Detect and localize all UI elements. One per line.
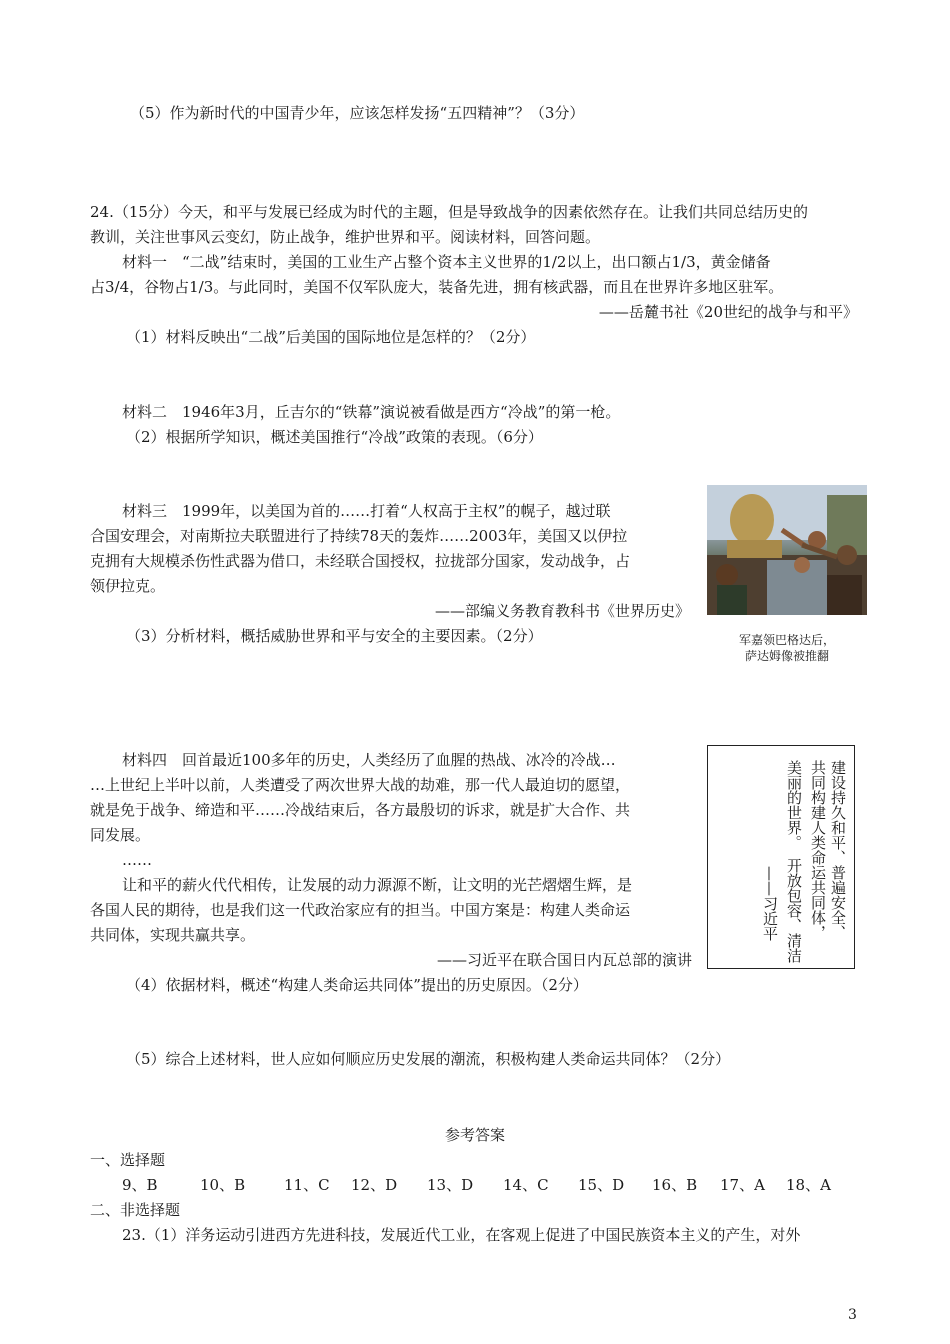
- photo-caption-line2: 萨达姆像被推翻: [744, 649, 829, 663]
- photo-caption-line1: 军嘉领巴格达后，: [738, 633, 835, 647]
- material1-line2: 占3/4，谷物占1/3。与此同时，美国不仅军队庞大，装备先进，拥有核武器，而且在世界许多地区驻军。: [90, 278, 784, 296]
- material4-line1: 材料四 回首最近100多年的历史，人类经历了血腥的热战、冰冷的冷战…: [122, 751, 616, 769]
- choice-answer-18: 18、A: [786, 1176, 831, 1194]
- photo-illustration: [707, 485, 867, 615]
- page-number: 3: [848, 1307, 857, 1323]
- quote-column-3b: 开放包容、清洁: [785, 858, 803, 963]
- quote-column-1: 建设持久和平、普遍安全、: [829, 760, 847, 940]
- material1-source: ——岳麓书社《20世纪的战争与和平》: [598, 303, 858, 321]
- material4-line8: 共同体，实现共赢共享。: [90, 926, 256, 944]
- material1-line1: 材料一 “二战”结束时，美国的工业生产占整个资本主义世界的1/2以上，出口额占1/3，黄金储备: [122, 253, 771, 271]
- question-24-2: （2）根据所学知识，概述美国推行“冷战”政策的表现。（6分）: [126, 428, 543, 446]
- choice-answer-17: 17、A: [720, 1176, 765, 1194]
- answers-title: 参考答案: [444, 1126, 505, 1144]
- material3-line3: 克拥有大规模杀伤性武器为借口，未经联合国授权，拉拢部分国家，发动战争，占: [90, 552, 631, 570]
- material3-source: ——部编义务教育教科书《世界历史》: [434, 602, 690, 620]
- choice-answer-15: 15、D: [578, 1176, 625, 1194]
- choice-answer-9: 9、B: [122, 1176, 158, 1194]
- question-24-4: （4）依据材料，概述“构建人类命运共同体”提出的历史原因。（2分）: [126, 976, 588, 994]
- material4-line7: 各国人民的期待，也是我们这一代政治家应有的担当。中国方案是：构建人类命运: [90, 901, 631, 919]
- material4-line6: 让和平的薪火代代相传，让发展的动力源源不断，让文明的光芒熠熠生辉，是: [122, 876, 633, 894]
- choice-answer-16: 16、B: [652, 1176, 698, 1194]
- answer-23-line1: 23.（1）洋务运动引进西方先进科技，发展近代工业，在客观上促进了中国民族资本主义的产生，对外: [122, 1226, 801, 1244]
- answers-section1: 一、选择题: [90, 1151, 166, 1169]
- material3-line1: 材料三 1999年，以美国为首的……打着“人权高于主权”的幌子，越过联: [122, 502, 611, 520]
- material4-line4: 同发展。: [90, 826, 151, 844]
- q24-intro-line2: 教训，关注世事风云变幻，防止战争，维护世界和平。阅读材料，回答问题。: [90, 228, 601, 246]
- choice-answer-12: 12、D: [351, 1176, 398, 1194]
- question-24-5: （5）综合上述材料，世人应如何顺应历史发展的潮流，积极构建人类命运共同体？（2分）: [126, 1050, 731, 1068]
- quote-column-3: 美丽的世界。: [785, 760, 803, 850]
- q24-intro-line1: 24.（15分）今天，和平与发展已经成为时代的主题，但是导致战争的因素依然存在。让我们共同总结历史的: [90, 203, 808, 221]
- material4-line2: …上世纪上半叶以前，人类遭受了两次世界大战的劫难，那一代人最迫切的愿望，: [90, 776, 631, 794]
- choice-answer-14: 14、C: [503, 1176, 549, 1194]
- choice-answer-11: 11、C: [284, 1176, 330, 1194]
- quote-column-2: 共同构建人类命运共同体，: [809, 760, 827, 940]
- material4-line3: 就是免于战争、缔造和平……冷战结束后，各方最殷切的诉求，就是扩大合作、共: [90, 801, 631, 819]
- xi-quote-box: [707, 745, 855, 969]
- question-24-3: （3）分析材料，概括威胁世界和平与安全的主要因素。（2分）: [126, 627, 543, 645]
- question-23-5: （5）作为新时代的中国青少年，应该怎样发扬“五四精神”？（3分）: [130, 104, 585, 122]
- choice-answer-10: 10、B: [200, 1176, 246, 1194]
- material3-line4: 领伊拉克。: [90, 577, 166, 595]
- quote-attribution: ——习近平: [761, 866, 779, 941]
- answers-section2: 二、非选择题: [90, 1201, 181, 1219]
- material2: 材料二 1946年3月，丘吉尔的“铁幕”演说被看做是西方“冷战”的第一枪。: [122, 403, 621, 421]
- material3-line2: 合国安理会，对南斯拉夫联盟进行了持续78天的轰炸……2003年，美国又以伊拉: [90, 527, 628, 545]
- question-24-1: （1）材料反映出“二战”后美国的国际地位是怎样的？（2分）: [126, 328, 536, 346]
- material4-source: ——习近平在联合国日内瓦总部的演讲: [436, 951, 692, 969]
- choice-answer-13: 13、D: [427, 1176, 474, 1194]
- material4-ellipsis: ……: [122, 851, 152, 869]
- saddam-statue-photo: [707, 485, 867, 615]
